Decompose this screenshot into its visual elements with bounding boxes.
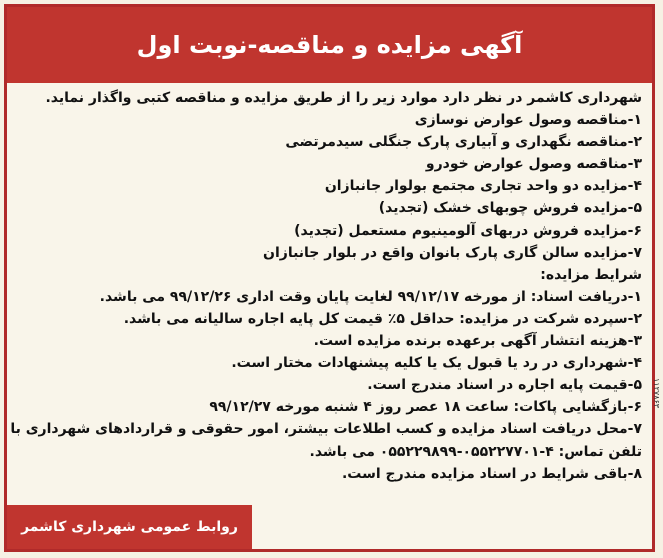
item-5: ۵-مزایده فروش چوبهای خشک (تجدید) [378, 200, 642, 217]
condition-5: ۵-قیمت پایه اجاره در اسناد مندرج است. [367, 377, 642, 394]
item-2: ۲-مناقصه نگهداری و آبیاری پارک جنگلی سیدمرتضی [285, 134, 642, 151]
notice-frame [4, 4, 655, 552]
notice-title: آگهی مزایده و مناقصه-نوبت اول [136, 31, 523, 59]
item-1: ۱-مناقصه وصول عوارض نوسازی [414, 112, 642, 129]
footer-banner [7, 505, 252, 549]
condition-4: ۴-شهرداری در رد یا قبول یک یا کلیه پیشنهادات مختار است. [231, 355, 642, 372]
item-4: ۴-مزایده دو واحد تجاری مجتمع بولوار جانبازان [324, 178, 642, 195]
condition-1: ۱-دریافت اسناد: از مورخه ۹۹/۱۲/۱۷ لغایت پایان وقت اداری ۹۹/۱۲/۲۶ می باشد. [99, 288, 642, 305]
notice-body [10, 87, 642, 539]
footer-text: روابط عمومی شهرداری کاشمر [21, 519, 238, 535]
notice-header [7, 7, 652, 83]
side-stamp: ۱۱۲۷۸۶۳ [652, 378, 661, 409]
condition-7: ۷-محل دریافت اسناد مزایده و کسب اطلاعات بیشتر، امور حقوقی و قراردادهای شهرداری با [10, 421, 642, 438]
item-3: ۳-مناقصه وصول عوارض خودرو [425, 156, 642, 173]
condition-3: ۳-هزینه انتشار آگهی برعهده برنده مزایده است. [313, 333, 642, 350]
condition-6: ۶-بازگشایی پاکات: ساعت ۱۸ عصر روز ۴ شنبه مورخه ۹۹/۱۲/۲۷ [209, 399, 642, 416]
condition-8: ۸-باقی شرایط در اسناد مزایده مندرج است. [341, 465, 642, 482]
conditions-title: شرایط مزایده: [540, 266, 642, 283]
intro-text: شهرداری کاشمر در نظر دارد موارد زیر را از طریق مزایده و مناقصه کتبی واگذار نماید. [45, 90, 642, 106]
condition-7-phone: تلفن تماس: ۴-۰۵۵۲۲۷۷۰۱-۰۵۵۲۲۹۸۹۹ می باشد. [309, 443, 642, 460]
item-6: ۶-مزایده فروش دربهای آلومینیوم مستعمل (تجدید) [294, 222, 642, 239]
item-7: ۷-مزایده سالن گاری پارک بانوان واقع در بلوار جانبازان [263, 244, 642, 261]
condition-2: ۲-سپرده شرکت در مزایده: حداقل ۵٪ قیمت کل پایه اجاره سالیانه می باشد. [123, 310, 642, 327]
